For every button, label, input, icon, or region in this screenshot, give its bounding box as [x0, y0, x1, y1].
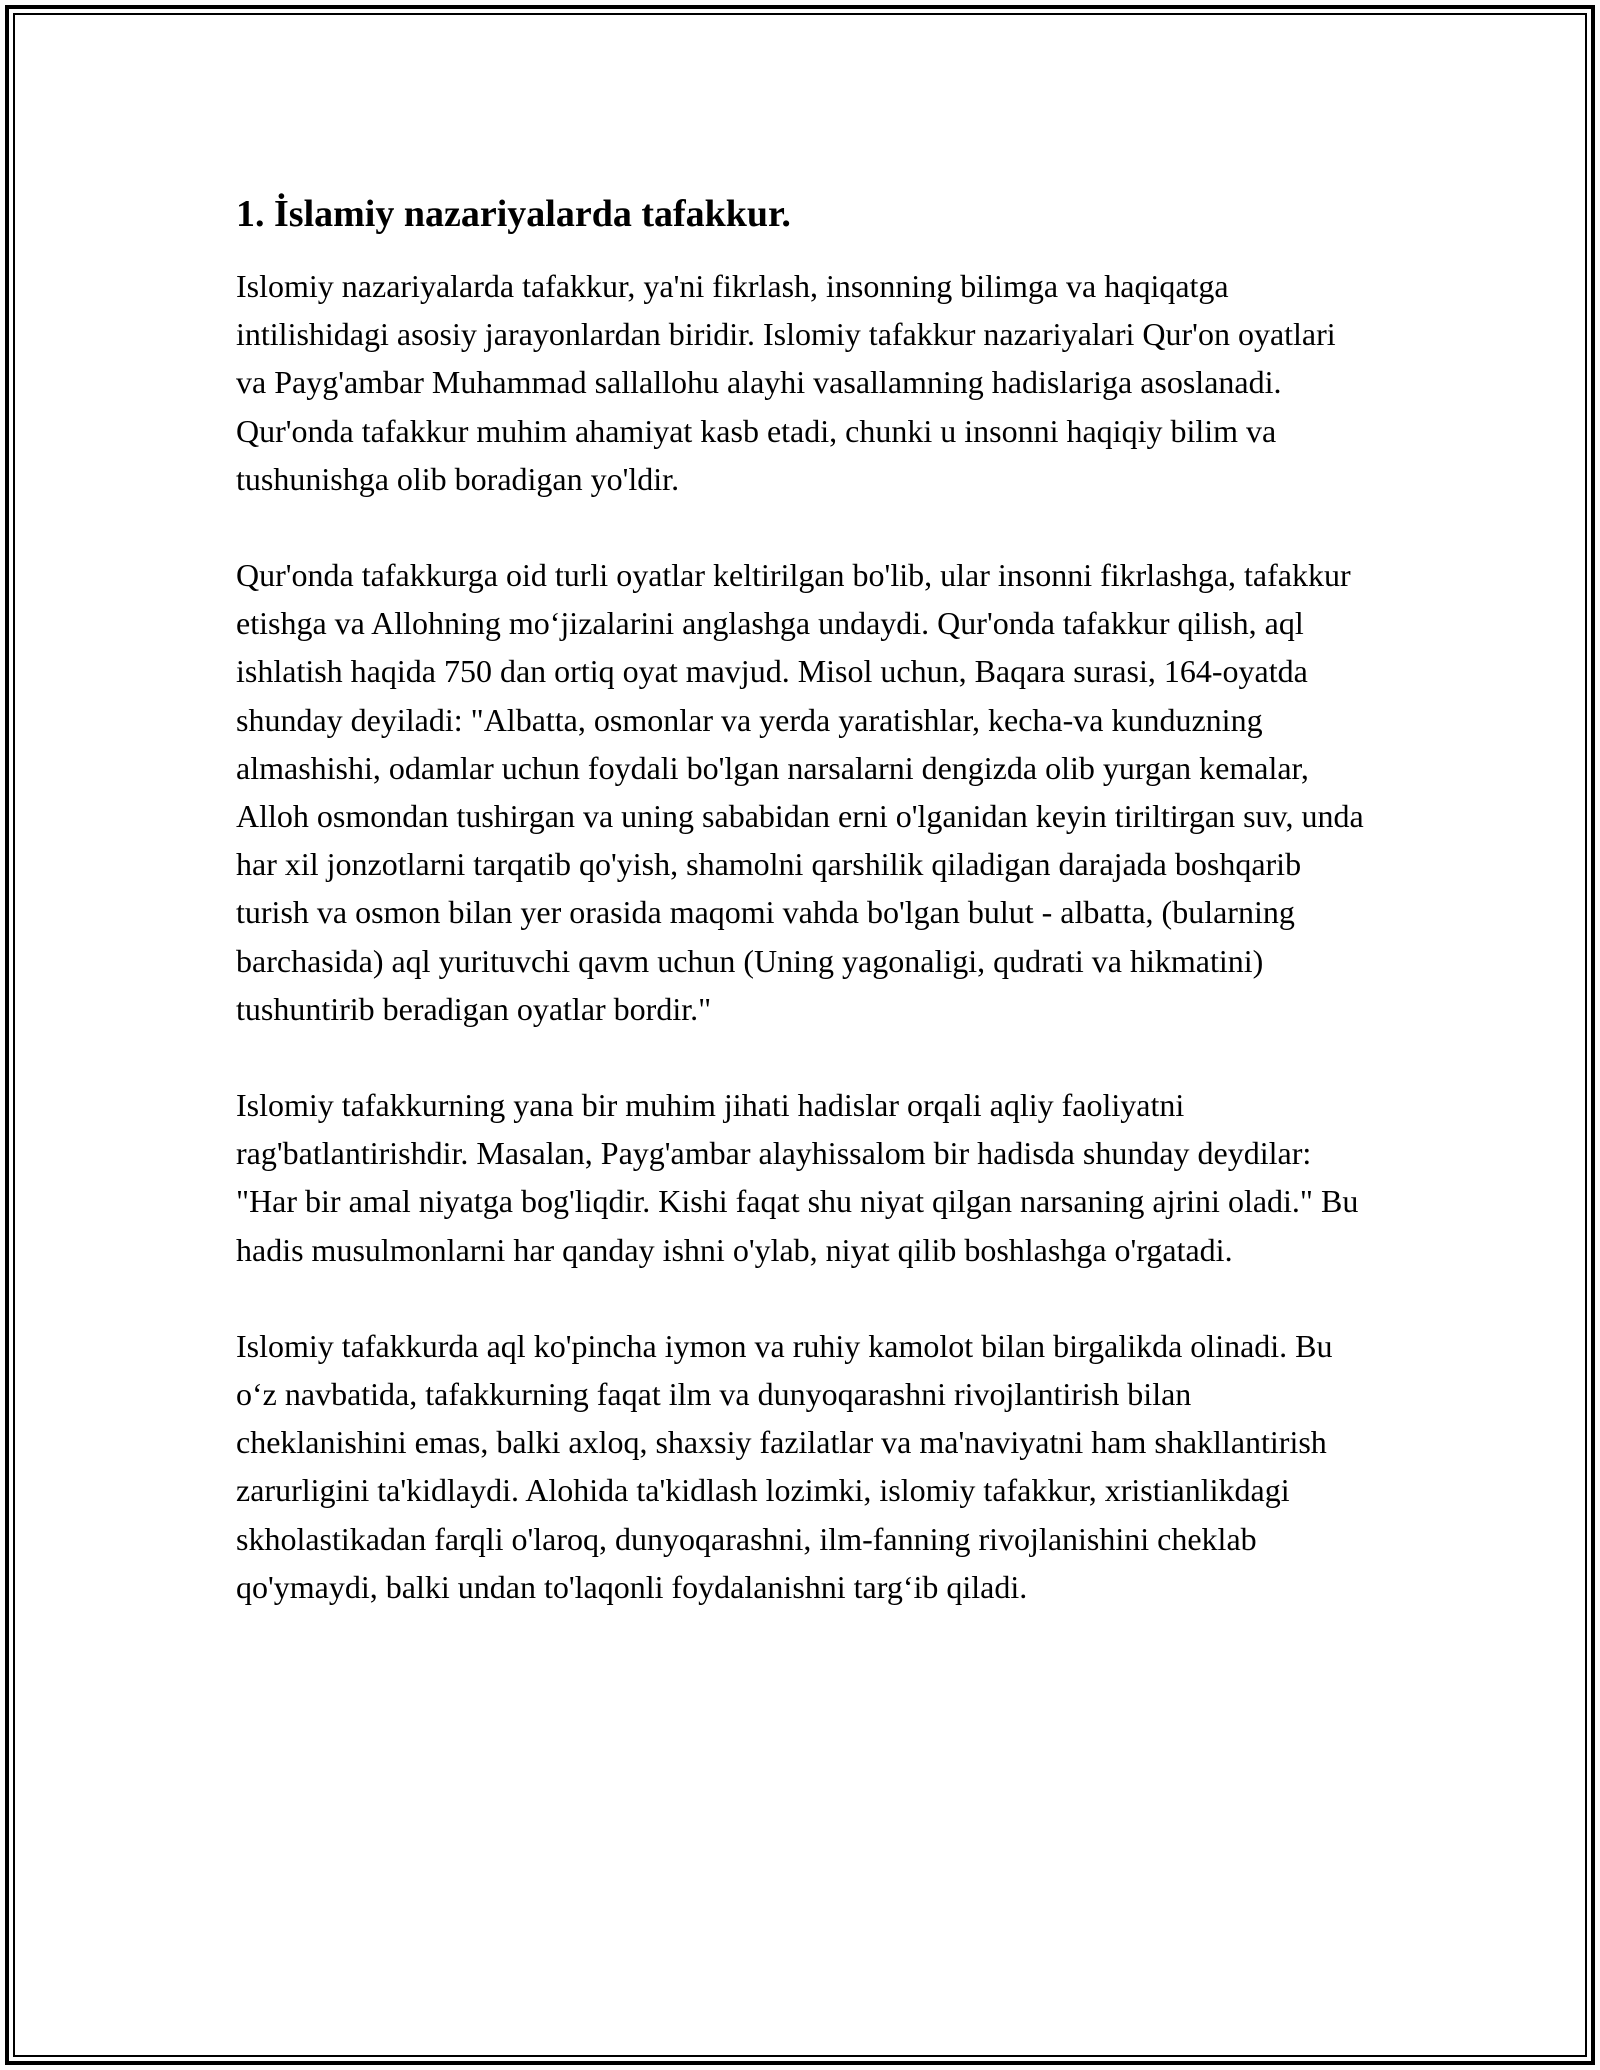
section-heading: 1. İslamiy nazariyalarda tafakkur.: [236, 193, 791, 235]
document-body: [236, 190, 1366, 1659]
paragraph-1: Islomiy nazariyalarda tafakkur, ya'ni fikrlash, insonning bilimga va haqiqatga intilishidagi asosiy jarayonlardan biridir. Islomiy tafakkur nazariyalari Qur'on oyatlari va Payg'ambar Muhammad sallallohu alayhi vasallamning hadislariga asoslanadi. Qur'onda tafakkur muhim ahamiyat kasb etadi, chunki u insonni haqiqiy bilim va tushunishga olib boradigan yo'ldir.: [236, 268, 1336, 497]
paragraph-3: Islomiy tafakkurning yana bir muhim jihati hadislar orqali aqliy faoliyatni rag'batlantirishdir. Masalan, Payg'ambar alayhissalom bir hadisda shunday deydilar: "Har bir amal niyatga bog'liqdir. Kishi faqat shu niyat qilgan narsaning ajrini oladi." Bu hadis musulmonlarni har qanday ishni o'ylab, niyat qilib boshlashga o'rgatadi.: [236, 1087, 1359, 1268]
paragraph-4: Islomiy tafakkurda aql ko'pincha iymon va ruhiy kamolot bilan birgalikda olinadi. Bu o‘z navbatida, tafakkurning faqat ilm va dunyoqarashni rivojlantirish bilan cheklanishini emas, balki axloq, shaxsiy fazilatlar va ma'naviyatni ham shakllantirish zarurligini ta'kidlaydi. Alohida ta'kidlash lozimki, islomiy tafakkur, xristianlikdagi skholastikadan farqli o'laroq, dunyoqarashni, ilm-fanning rivojlanishini cheklab qo'ymaydi, balki undan to'laqonli foydalanishni targ‘ib qiladi.: [236, 1327, 1333, 1605]
paragraph-2: Qur'onda tafakkurga oid turli oyatlar keltirilgan bo'lib, ular insonni fikrlashga, tafakkur etishga va Allohning mo‘jizalarini anglashga undaydi. Qur'onda tafakkur qilish, aql ishlatish haqida 750 dan ortiq oyat mavjud. Misol uchun, Baqara surasi, 164-oyatda shunday deyiladi: "Albatta, osmonlar va yerda yaratishlar, kecha-va kunduzning almashishi, odamlar uchun foydali bo'lgan narsalarni dengizda olib yurgan kemalar, Alloh osmondan tushirgan va uning sababidan erni o'lganidan keyin tiriltirgan suv, unda har xil jonzotlarni tarqatib qo'yish, shamolni qarshilik qiladigan darajada boshqarib turish va osmon bilan yer orasida maqomi vahda bo'lgan bulut - albatta, (bularning barchasida) aql yurituvchi qavm uchun (Uning yagonaligi, qudrati va hikmatini) tushuntirib beradigan oyatlar bordir.": [236, 557, 1364, 1027]
